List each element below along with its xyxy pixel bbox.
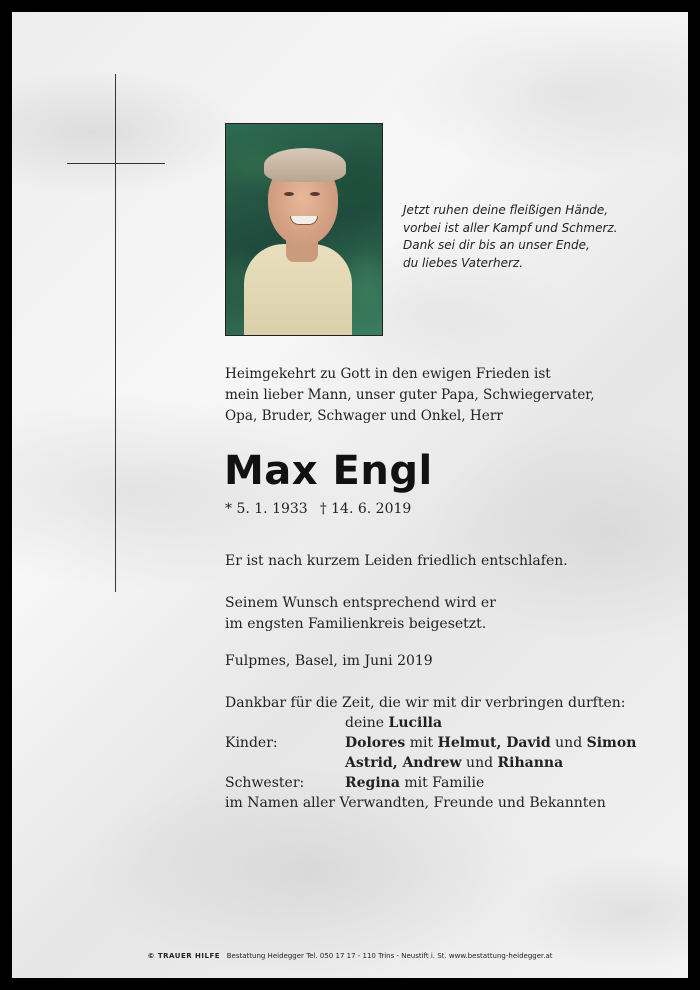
intro-line: mein lieber Mann, unser guter Papa, Schwiegervater, (225, 387, 595, 403)
place-date-text: Fulpmes, Basel, im Juni 2019 (225, 653, 433, 669)
life-dates (225, 501, 423, 517)
birth-date: * 5. 1. 1933 (225, 501, 308, 517)
connector-text: und (461, 755, 498, 771)
footer (12, 952, 688, 960)
sister-family-text: mit Familie (399, 775, 485, 791)
closing-line: im Namen aller Verwandten, Freunde und Bekannten (225, 795, 606, 811)
portrait-photo (225, 123, 383, 336)
footer-info: Bestattung Heidegger Tel. 050 17 17 - 110 Trins - Neustift i. St. www.bestattung-heidegger.at (226, 952, 553, 960)
child-partner-names: Helmut, David (437, 735, 551, 751)
photo-eye-left (284, 192, 294, 196)
photo-hair (264, 148, 346, 182)
burial-line: im engsten Familienkreis beigesetzt. (225, 616, 487, 632)
intro-text (225, 364, 595, 427)
children-label: Kinder: (225, 735, 278, 751)
footer-brand: © TRAUER HILFE (147, 952, 221, 960)
poem-line: Jetzt ruhen deine fleißigen Hände, (403, 203, 609, 217)
photo-eye-right (310, 192, 320, 196)
child-name: Rihanna (497, 755, 564, 771)
intro-line: Heimgekehrt zu Gott in den ewigen Frieden ist (225, 366, 551, 382)
deceased-name: Max Engl (224, 448, 433, 494)
child-name: Simon (586, 735, 637, 751)
connector-text: und (550, 735, 587, 751)
intro-line: Opa, Bruder, Schwager und Onkel, Herr (225, 408, 503, 424)
cross-vertical-bar (115, 74, 116, 592)
burial-line: Seinem Wunsch entsprechend wird er (225, 595, 496, 611)
connector-text: mit (405, 735, 438, 751)
passing-text: Er ist nach kurzem Leiden friedlich entschlafen. (225, 553, 568, 569)
thanks-line: Dankbar für die Zeit, die wir mit dir verbringen durften: (225, 695, 626, 711)
poem-line: vorbei ist aller Kampf und Schmerz. (403, 220, 618, 235)
child-name: Dolores (345, 735, 406, 751)
poem-line: du liebes Vaterherz. (403, 255, 524, 270)
poem (403, 202, 643, 272)
death-date: † 14. 6. 2019 (319, 501, 412, 517)
poem-line: Dank sei dir bis an unser Ende, (403, 238, 590, 252)
child-names: Astrid, Andrew (345, 755, 462, 771)
burial-text (225, 593, 496, 635)
sister-name: Regina (345, 775, 400, 791)
wife-prefix: deine (345, 715, 389, 731)
sister-label: Schwester: (225, 775, 305, 791)
wife-name: Lucilla (388, 715, 443, 731)
obituary-page (12, 12, 688, 978)
cross-horizontal-bar (67, 163, 165, 164)
